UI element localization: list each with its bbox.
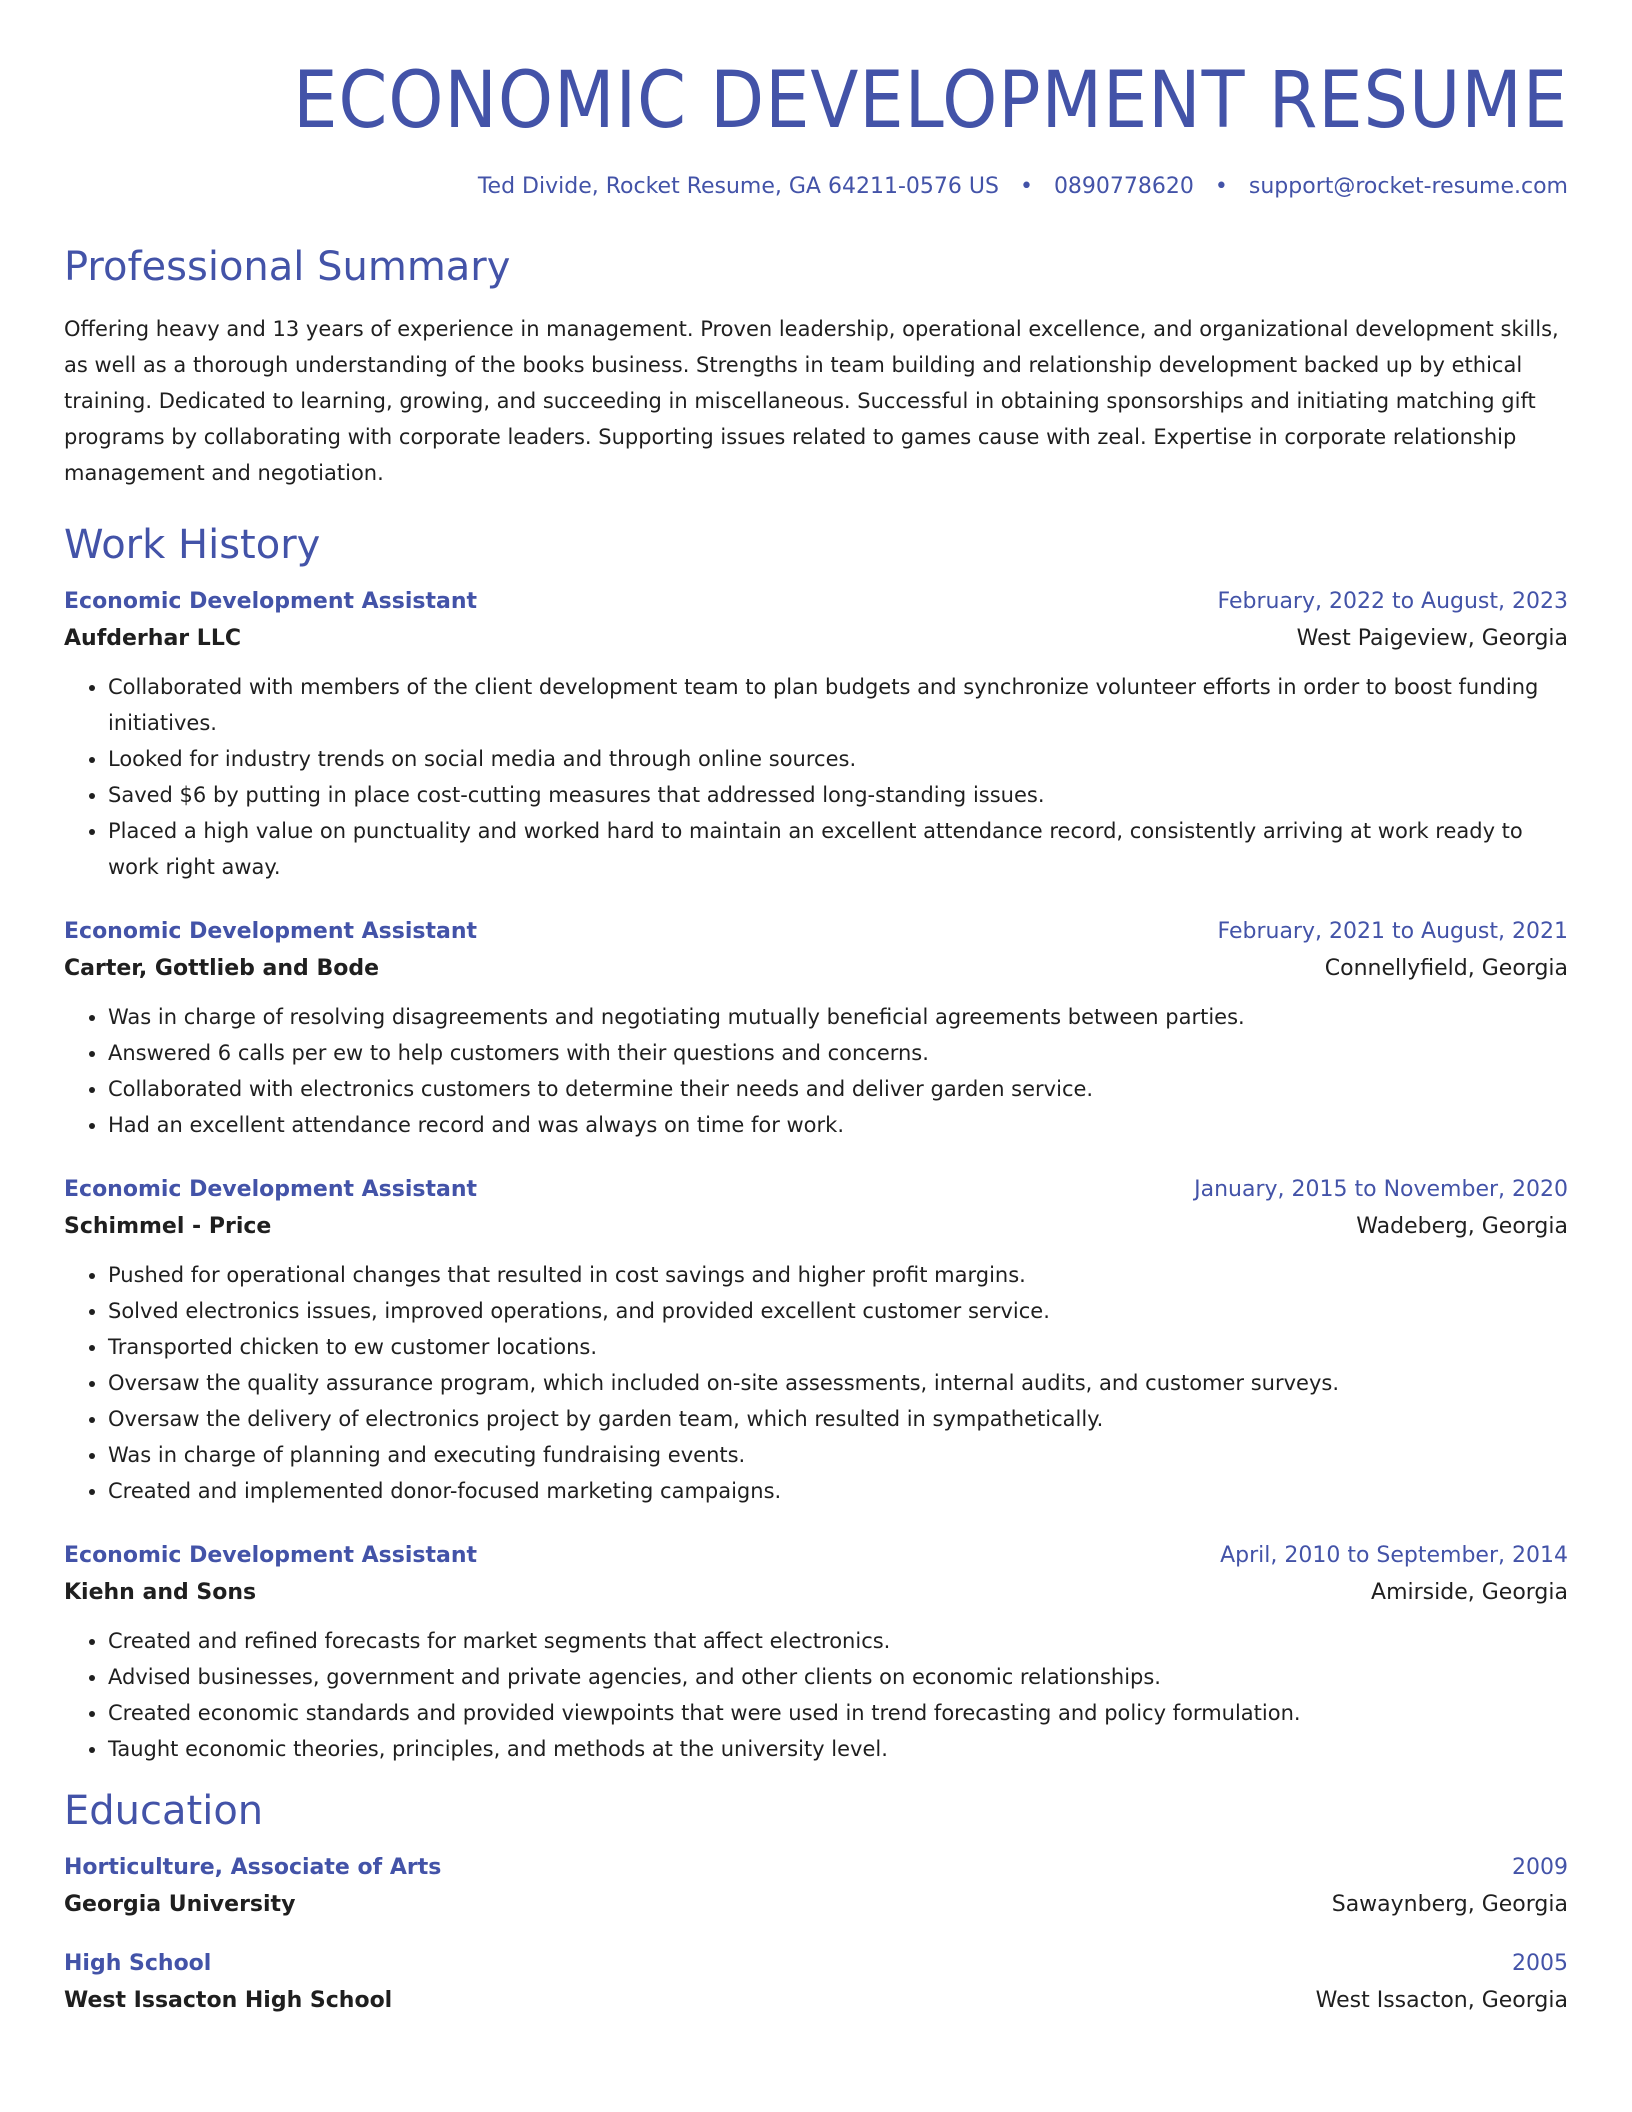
job-dates: February, 2022 to August, 2023 (1217, 589, 1568, 614)
job-company: Schimmel - Price (64, 1214, 272, 1239)
education-location: Sawaynberg, Georgia (1331, 1892, 1568, 1917)
job-entry (64, 1543, 1568, 1767)
job-bullet: • Collaborated with electronics customers to determine their needs and deliver garden service. (108, 1071, 1568, 1107)
job-dates: January, 2015 to November, 2020 (1194, 1177, 1568, 1202)
job-location: West Paigeview, Georgia (1296, 626, 1568, 651)
job-bullets (64, 669, 1568, 885)
education-entry (64, 1951, 1568, 2013)
job-title: Economic Development Assistant (64, 589, 478, 614)
job-bullet: • Created economic standards and provided viewpoints that were used in trend forecasting and policy formulation. (108, 1695, 1568, 1731)
job-bullets (64, 999, 1568, 1143)
job-bullet: • Transported chicken to ew customer locations. (108, 1329, 1568, 1365)
job-location: Wadeberg, Georgia (1356, 1214, 1568, 1239)
education-entry (64, 1855, 1568, 1917)
job-bullet: • Advised businesses, government and private agencies, and other clients on economic relationships. (108, 1659, 1568, 1695)
education-degree: Horticulture, Associate of Arts (64, 1855, 442, 1880)
summary-heading: Professional Summary (64, 244, 511, 290)
job-bullets (64, 1257, 1568, 1509)
contact-line (64, 174, 1568, 199)
job-bullet: • Was in charge of planning and executing fundraising events. (108, 1437, 1568, 1473)
contact-separator: • (1214, 174, 1228, 199)
job-location: Amirside, Georgia (1371, 1580, 1568, 1605)
job-bullet: • Answered 6 calls per ew to help customers with their questions and concerns. (108, 1035, 1568, 1071)
job-bullets (64, 1623, 1568, 1767)
job-company: Aufderhar LLC (64, 626, 241, 651)
job-dates: April, 2010 to September, 2014 (1220, 1543, 1568, 1568)
job-entry (64, 919, 1568, 1143)
job-location: Connellyfield, Georgia (1324, 956, 1568, 981)
education-location: West Issacton, Georgia (1315, 1988, 1568, 2013)
job-bullet: • Looked for industry trends on social media and through online sources. (108, 741, 1568, 777)
job-title: Economic Development Assistant (64, 919, 478, 944)
contact-address: Ted Divide, Rocket Resume, GA 64211-0576 US (477, 174, 999, 199)
contact-phone[interactable]: 0890778620 (1053, 174, 1194, 199)
job-title: Economic Development Assistant (64, 1543, 478, 1568)
job-bullet: • Taught economic theories, principles, and methods at the university level. (108, 1731, 1568, 1767)
contact-email[interactable]: support@rocket-resume.com (1248, 174, 1568, 199)
education-degree: High School (64, 1951, 212, 1976)
job-bullet: • Had an excellent attendance record and was always on time for work. (108, 1107, 1568, 1143)
job-bullet: • Pushed for operational changes that resulted in cost savings and higher profit margins. (108, 1257, 1568, 1293)
job-bullet: • Created and refined forecasts for market segments that affect electronics. (108, 1623, 1568, 1659)
job-entry (64, 589, 1568, 885)
resume-title: ECONOMIC DEVELOPMENT RESUME (293, 56, 1568, 146)
summary-text: Offering heavy and 13 years of experience in management. Proven leadership, operational excellence, and organizational development skills, as well as a thorough understanding of the books business. Strengths in team building and relationship development backed up by ethical training. Dedicated to learning, growing, and succeeding in miscellaneous. Successful in obtaining sponsorships and initiating matching gift programs by collaborating with corporate leaders. Supporting issues related to games cause with zeal. Expertise in corporate relationship management and negotiation. (64, 317, 1559, 485)
job-bullet: • Placed a high value on punctuality and worked hard to maintain an excellent attendance record, consistently arriving at work ready to work right away. (108, 813, 1568, 885)
job-bullet: • Created and implemented donor-focused marketing campaigns. (108, 1473, 1568, 1509)
job-entry (64, 1177, 1568, 1509)
education-year: 2005 (1512, 1951, 1568, 1976)
job-company: Carter, Gottlieb and Bode (64, 956, 379, 981)
job-bullet: • Solved electronics issues, improved operations, and provided excellent customer service. (108, 1293, 1568, 1329)
job-bullet: • Oversaw the delivery of electronics project by garden team, which resulted in sympathetically. (108, 1401, 1568, 1437)
job-company: Kiehn and Sons (64, 1580, 257, 1605)
job-bullet: • Saved $6 by putting in place cost-cutting measures that addressed long-standing issues. (108, 777, 1568, 813)
education-heading: Education (64, 1788, 264, 1834)
job-dates: February, 2021 to August, 2021 (1217, 919, 1568, 944)
education-year: 2009 (1512, 1855, 1568, 1880)
job-bullet: • Collaborated with members of the client development team to plan budgets and synchronize volunteer efforts in order to boost funding initiatives. (108, 669, 1568, 741)
education-school: Georgia University (64, 1892, 296, 1917)
contact-separator: • (1019, 174, 1033, 199)
job-bullet: • Was in charge of resolving disagreements and negotiating mutually beneficial agreements between parties. (108, 999, 1568, 1035)
work-history-heading: Work History (64, 522, 321, 568)
job-bullet: • Oversaw the quality assurance program, which included on-site assessments, internal audits, and customer surveys. (108, 1365, 1568, 1401)
education-school: West Issacton High School (64, 1988, 393, 2013)
job-title: Economic Development Assistant (64, 1177, 478, 1202)
